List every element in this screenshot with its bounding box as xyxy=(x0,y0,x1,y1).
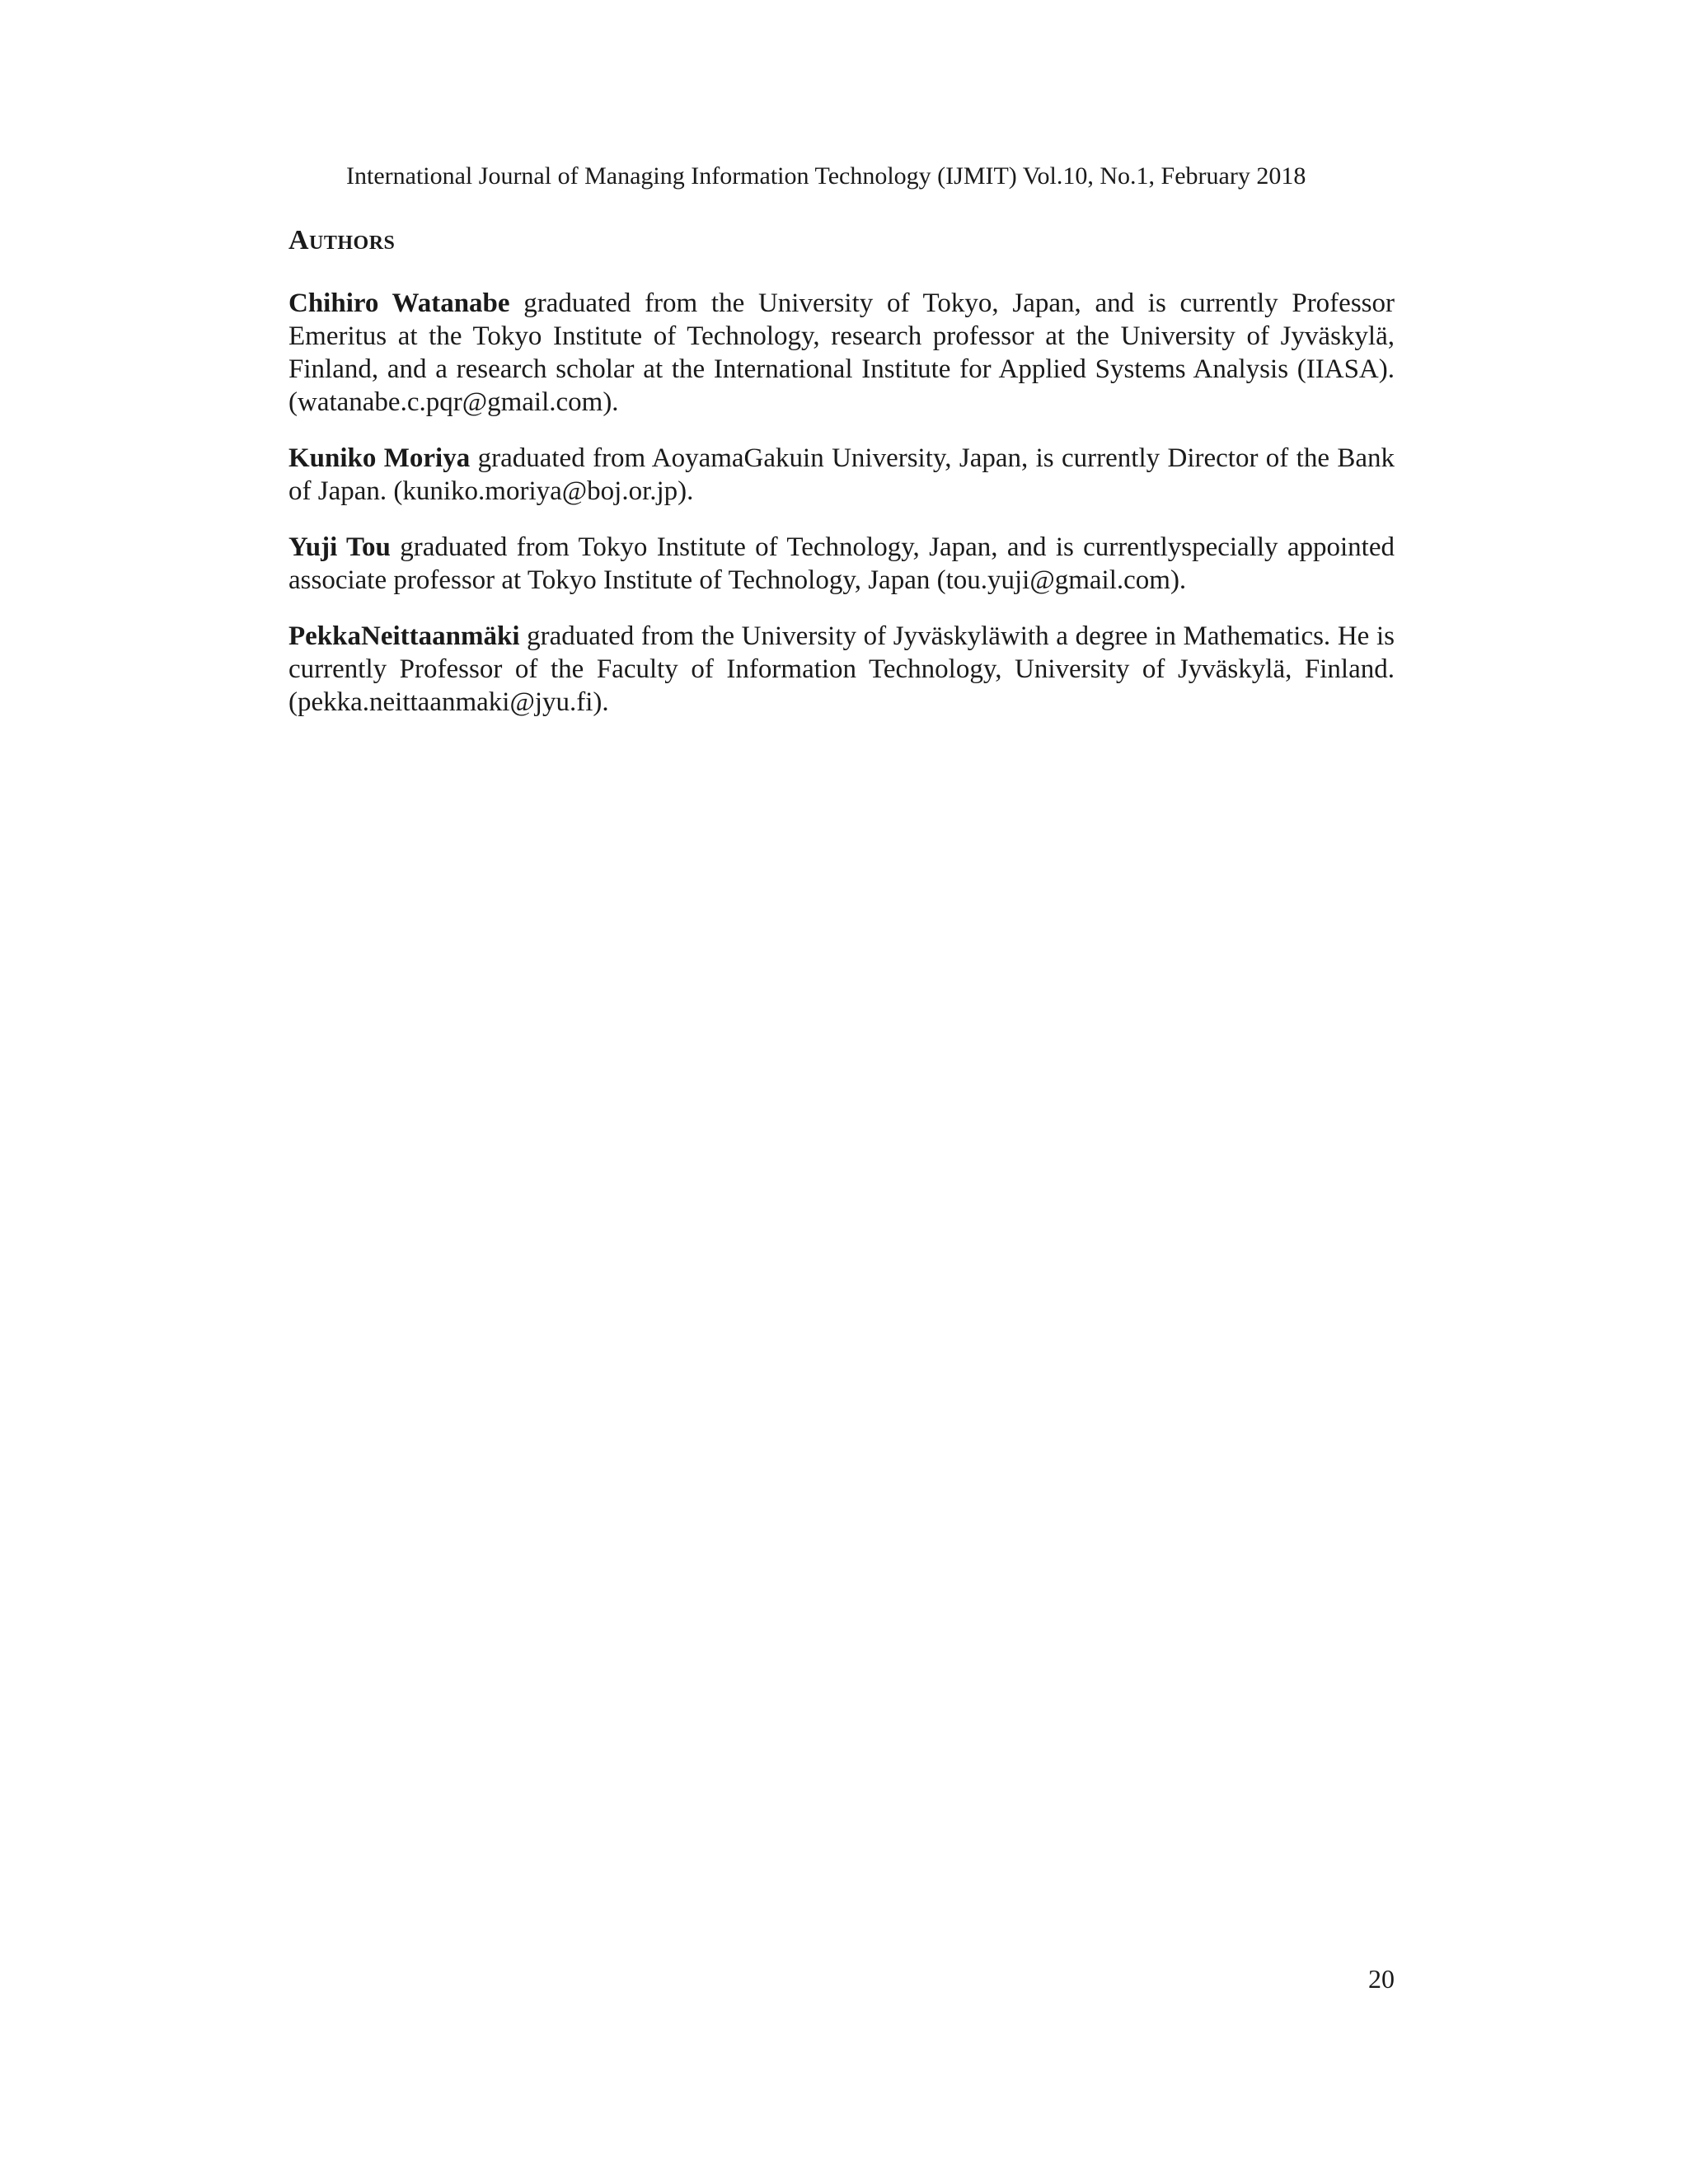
author-name: PekkaNeittaanmäki xyxy=(288,621,520,651)
author-bio-text: graduated from the University of Jyväskyläwith a degree in Mathematics. He is currently Professor of the Faculty of Information Technology, University of Jyväskylä, Finland. (pekka.neittaanmaki@jyu.fi). xyxy=(288,621,1395,717)
author-bio-tou xyxy=(288,531,1395,597)
page-number: 20 xyxy=(1368,1964,1395,1994)
section-heading: Authors xyxy=(288,225,396,255)
author-bio-watanabe xyxy=(288,287,1395,419)
author-bio-text: graduated from Tokyo Institute of Technology, Japan, and is currentlyspecially appointed associate professor at Tokyo Institute of Technology, Japan (tou.yuji@gmail.com). xyxy=(288,532,1395,595)
author-bio-neittaanmaki xyxy=(288,620,1395,719)
running-header: International Journal of Managing Information Technology (IJMIT) Vol.10, No.1, February 2018 xyxy=(346,162,1306,190)
author-bio-text: graduated from AoyamaGakuin University, Japan, is currently Director of the Bank of Japan. (kuniko.moriya@boj.or.jp). xyxy=(288,443,1395,506)
author-bio-moriya xyxy=(288,442,1395,508)
authors-section xyxy=(288,223,1395,742)
author-name: Kuniko Moriya xyxy=(288,443,471,473)
author-bio-text: graduated from the University of Tokyo, Japan, and is currently Professor Emeritus at the Tokyo Institute of Technology, research professor at the University of Jyväskylä, Finland, and a research scholar at the International Institute for Applied Systems Analysis (IIASA). (watanabe.c.pqr@gmail.com). xyxy=(288,288,1395,417)
author-name: Chihiro Watanabe xyxy=(288,288,510,318)
author-name: Yuji Tou xyxy=(288,532,391,562)
